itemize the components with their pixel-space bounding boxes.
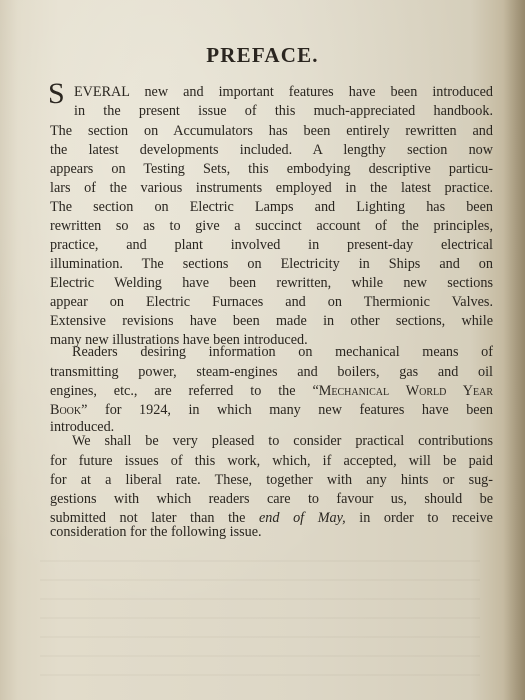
text-line: appears on Testing Sets, this embodying descriptive particu- bbox=[50, 161, 493, 177]
text-line: The section on Accumulators has been entirely rewritten and bbox=[50, 123, 493, 139]
text-line: practice, and plant involved in present-day electrical bbox=[50, 237, 493, 253]
text-line: consideration for the following issue. bbox=[50, 524, 262, 540]
text-line: rewritten so as to give a succinct account of the principles, bbox=[50, 218, 493, 234]
text-line bbox=[50, 381, 493, 401]
text-line: We shall be very pleased to consider practical contributions bbox=[72, 433, 493, 449]
text-line: Extensive revisions have been made in other sections, while bbox=[50, 313, 493, 329]
page-bleed-through bbox=[40, 560, 480, 690]
text-line: Electric Welding have been rewritten, while new sections bbox=[50, 275, 493, 291]
text-span: in order to receive bbox=[345, 510, 493, 526]
page-title: PREFACE. bbox=[206, 43, 319, 67]
deadline-italic: end of May, bbox=[259, 510, 346, 526]
text-span: submitted not later than the bbox=[50, 510, 259, 526]
text-line: transmitting power, steam-engines and boilers, gas and oil bbox=[50, 364, 493, 380]
text-line: in the present issue of this much-appreciated handbook. bbox=[74, 103, 493, 119]
text-line: for at a liberal rate. These, together with any hints or sug- bbox=[50, 472, 493, 488]
text-span: ” for 1924, in which many new features have been bbox=[81, 402, 493, 418]
text-span: engines, etc., are referred to the “ bbox=[50, 383, 319, 399]
text-line: illumination. The sections on Electricity in Ships and on bbox=[50, 256, 493, 272]
text-line: gestions with which readers care to favour us, should be bbox=[50, 491, 493, 507]
text-line: The section on Electric Lamps and Lighting has been bbox=[50, 199, 493, 215]
book-title-smallcaps: Book bbox=[50, 402, 82, 418]
text-line: EVERAL new and important features have been introduced bbox=[74, 84, 493, 100]
text-line: Readers desiring information on mechanical means of bbox=[72, 344, 493, 360]
text-line: lars of the various instruments employed in the latest practice. bbox=[50, 180, 493, 196]
text-line: many new illustrations have been introduced. bbox=[50, 332, 308, 348]
drop-cap: S bbox=[48, 77, 65, 110]
text-line: introduced. bbox=[50, 419, 115, 435]
text-line: the latest developments included. A lengthy section now bbox=[50, 142, 493, 158]
page-edge-shadow bbox=[503, 0, 525, 700]
text-line: appear on Electric Furnaces and on Thermionic Valves. bbox=[50, 294, 493, 310]
book-title-smallcaps: Mechanical World Year bbox=[318, 383, 493, 399]
text-line: for future issues of this work, which, if accepted, will be paid bbox=[50, 453, 493, 469]
